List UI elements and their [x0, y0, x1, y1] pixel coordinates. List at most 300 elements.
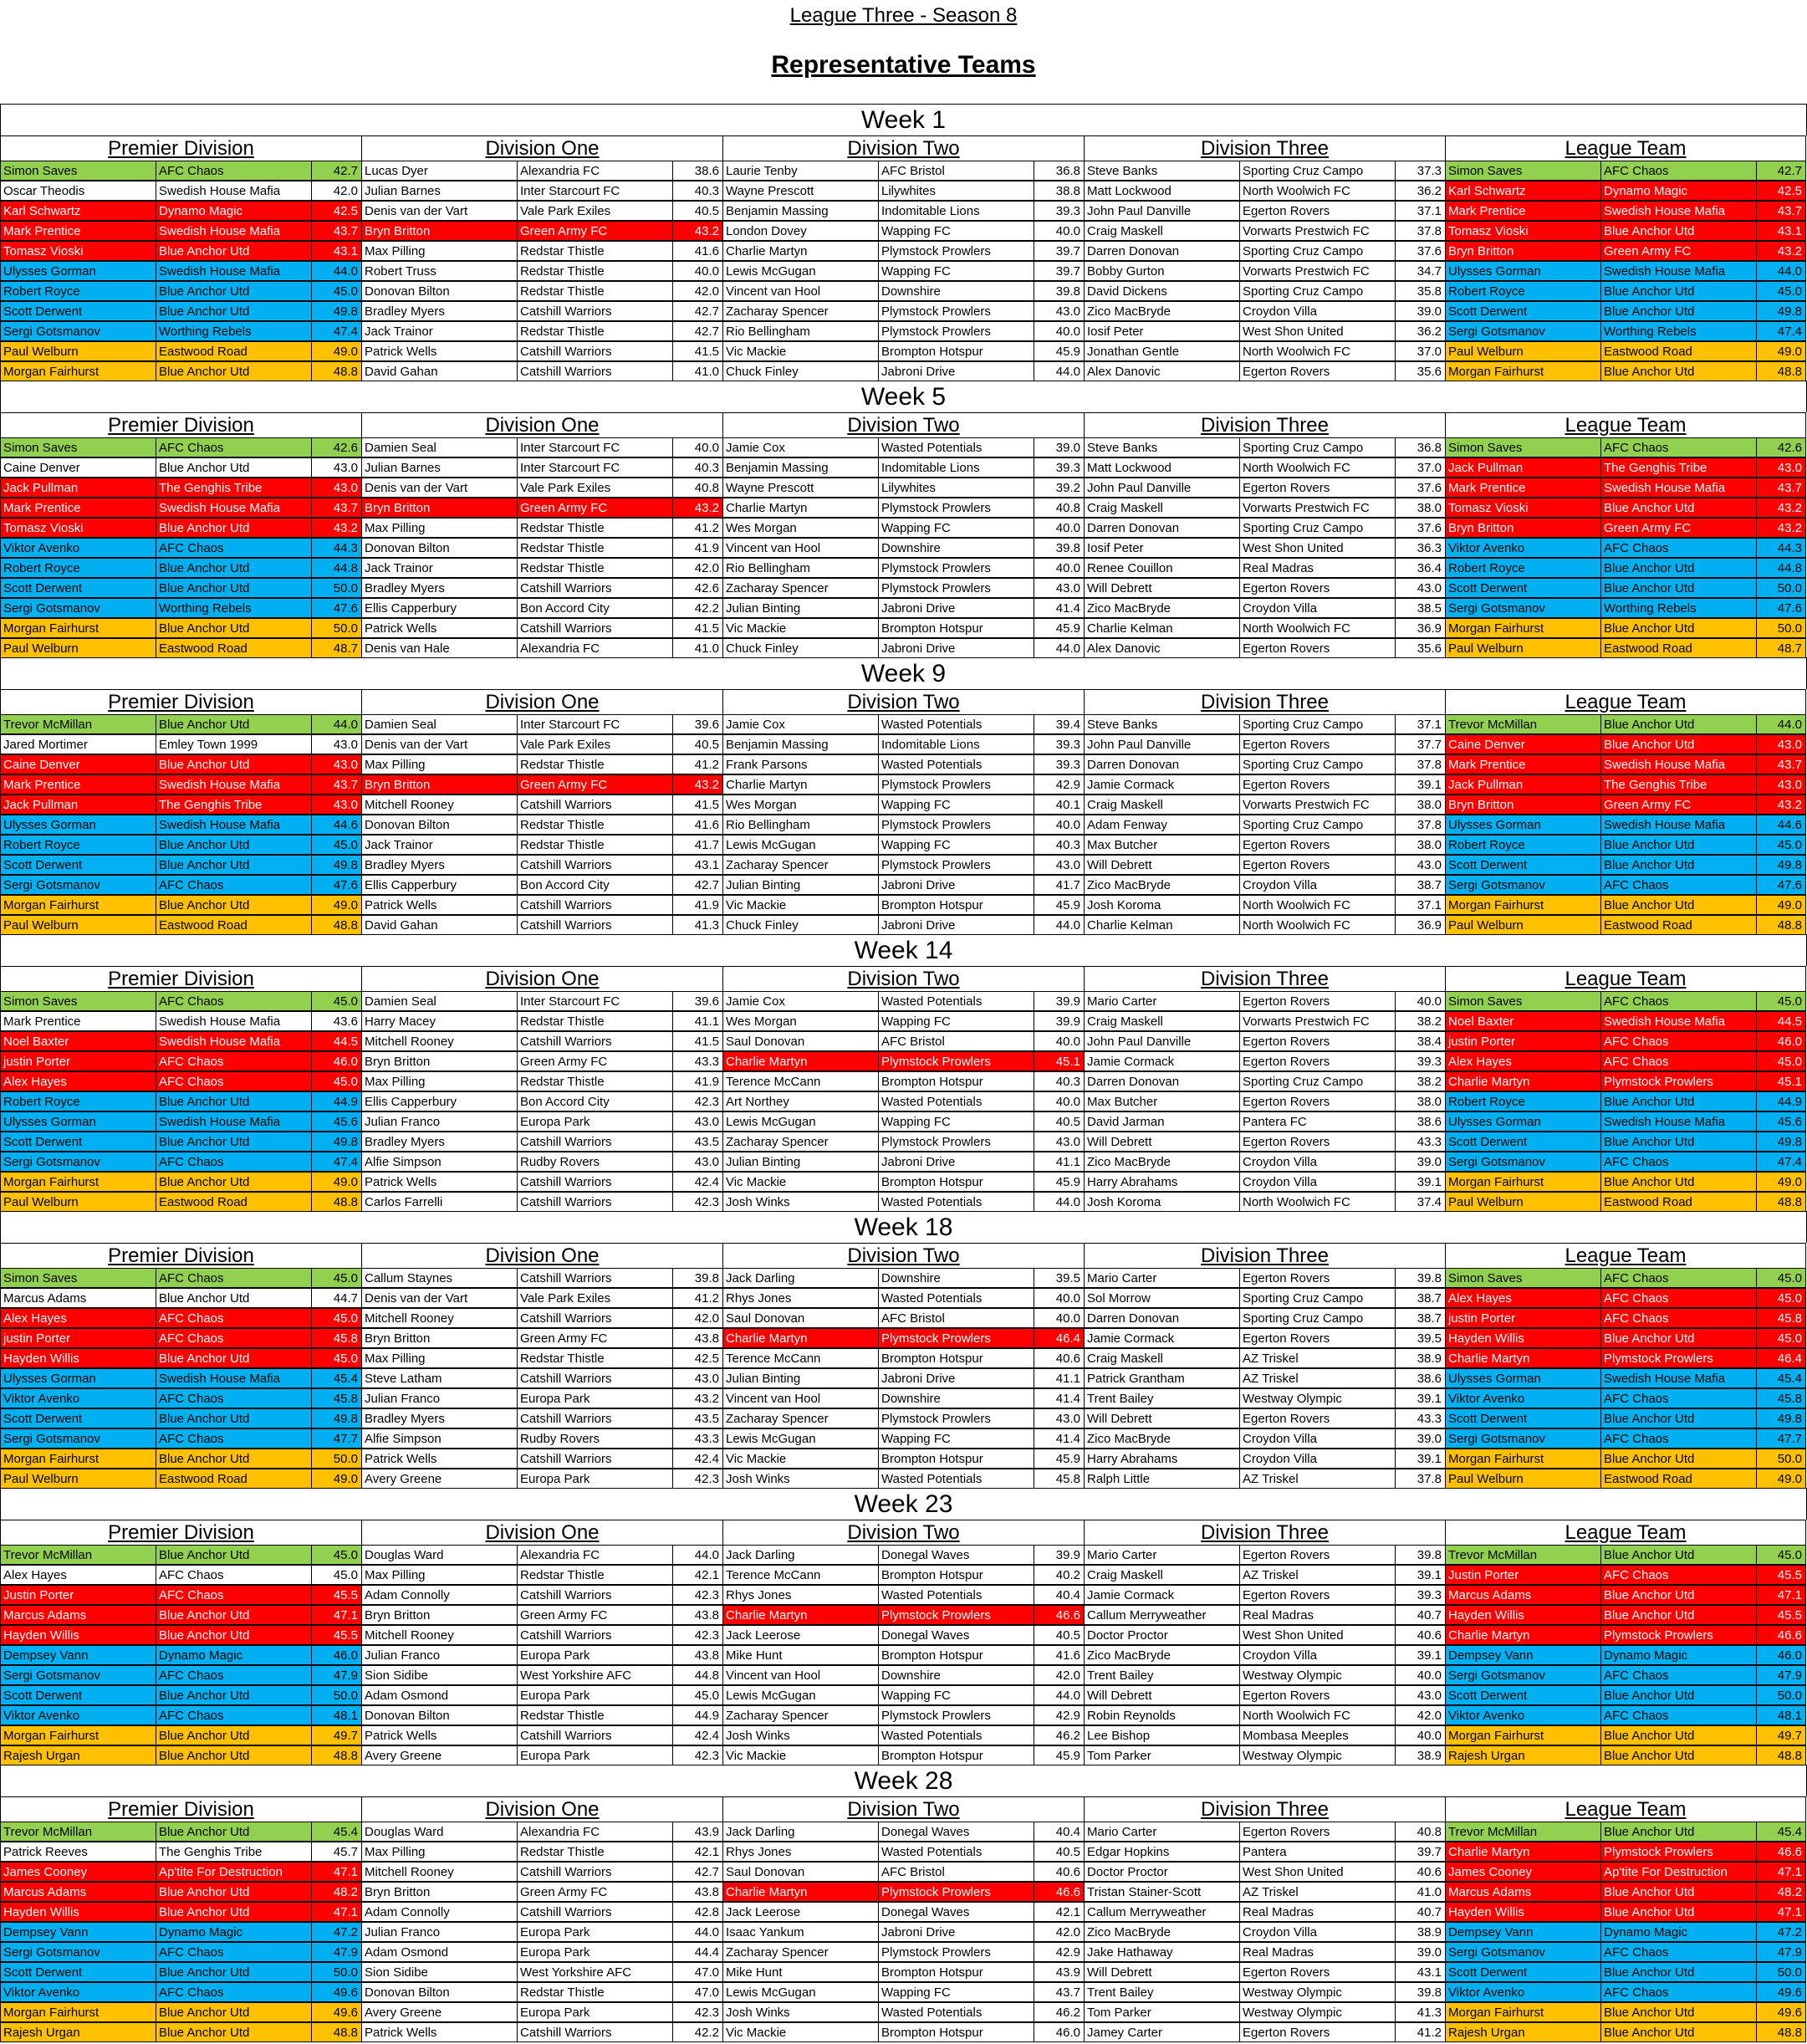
player-name: Mike Hunt — [722, 1645, 878, 1665]
player-entry — [0, 301, 361, 321]
player-entry — [722, 1902, 1084, 1922]
team-name: AFC Chaos — [1600, 1308, 1756, 1328]
team-name: Donegal Waves — [878, 1545, 1034, 1565]
player-name: Zacharay Spencer — [722, 1408, 878, 1428]
player-entry — [0, 835, 361, 855]
team-name: West Shon United — [1239, 1625, 1395, 1645]
player-entry — [361, 795, 722, 815]
player-entry — [1445, 895, 1806, 915]
player-entry — [0, 201, 361, 221]
player-entry — [1084, 815, 1445, 835]
player-entry — [722, 181, 1084, 201]
team-name: Blue Anchor Utd — [156, 1902, 311, 1922]
player-entry — [361, 457, 722, 478]
player-rating: 43.1 — [672, 855, 722, 875]
team-name: Westway Olympic — [1239, 2002, 1395, 2022]
player-rating: 44.0 — [311, 261, 361, 281]
team-name: Swedish House Mafia — [1600, 1368, 1756, 1388]
player-name: Paul Welburn — [0, 638, 156, 658]
player-name: Will Debrett — [1084, 855, 1239, 875]
player-entry — [1445, 618, 1806, 638]
player-name: Viktor Avenko — [0, 538, 156, 558]
player-entry — [1445, 161, 1806, 181]
player-name: Julian Barnes — [361, 457, 517, 478]
player-entry — [1084, 638, 1445, 658]
division-header: Premier Division — [0, 135, 361, 161]
player-name: Jack Darling — [722, 1822, 878, 1842]
player-rating: 44.4 — [672, 1942, 722, 1962]
player-entry — [1445, 1328, 1806, 1348]
team-name: Green Army FC — [517, 1605, 672, 1625]
player-entry — [361, 1982, 722, 2002]
player-entry — [1084, 1172, 1445, 1192]
player-rating: 38.5 — [1395, 598, 1445, 618]
team-name: Egerton Rovers — [1239, 1091, 1395, 1111]
team-name: Swedish House Mafia — [156, 221, 311, 241]
player-rating: 43.2 — [672, 498, 722, 518]
table-row — [0, 1942, 1807, 1962]
player-rating: 49.6 — [311, 2002, 361, 2022]
player-rating: 44.0 — [1034, 1685, 1084, 1705]
player-entry — [1084, 1545, 1445, 1565]
player-name: Jack Trainor — [361, 321, 517, 341]
player-entry — [361, 498, 722, 518]
player-rating: 42.0 — [1034, 1922, 1084, 1942]
player-rating: 41.3 — [672, 915, 722, 935]
player-rating: 42.3 — [672, 1091, 722, 1111]
player-rating: 41.2 — [672, 1288, 722, 1308]
player-name: James Cooney — [0, 1862, 156, 1882]
team-name: Vorwarts Prestwich FC — [1239, 498, 1395, 518]
player-rating: 38.0 — [1395, 498, 1445, 518]
player-rating: 43.0 — [1395, 578, 1445, 598]
team-name: AFC Chaos — [1600, 1388, 1756, 1408]
player-name: Ellis Capperbury — [361, 875, 517, 895]
table-row — [0, 341, 1807, 361]
player-name: Zacharay Spencer — [722, 301, 878, 321]
player-entry — [0, 618, 361, 638]
division-header: League Team — [1445, 966, 1806, 991]
player-name: Craig Maskell — [1084, 1348, 1239, 1368]
player-rating: 45.0 — [1756, 991, 1806, 1011]
player-entry — [0, 1192, 361, 1212]
player-rating: 40.0 — [672, 261, 722, 281]
player-rating: 37.4 — [1395, 1192, 1445, 1212]
player-rating: 38.6 — [672, 161, 722, 181]
player-name: Craig Maskell — [1084, 221, 1239, 241]
player-entry — [0, 1545, 361, 1565]
player-entry — [1084, 281, 1445, 301]
player-entry — [1445, 578, 1806, 598]
player-entry — [722, 1605, 1084, 1625]
player-name: Dempsey Vann — [0, 1645, 156, 1665]
player-name: Morgan Fairhurst — [1445, 618, 1600, 638]
player-entry — [0, 518, 361, 538]
player-entry — [722, 875, 1084, 895]
player-rating: 42.7 — [672, 1862, 722, 1882]
page-subtitle: Representative Teams — [771, 51, 1036, 79]
player-entry — [361, 754, 722, 774]
player-name: John Paul Danville — [1084, 734, 1239, 754]
team-name: Blue Anchor Utd — [156, 1545, 311, 1565]
player-entry — [1084, 518, 1445, 538]
player-rating: 47.6 — [311, 598, 361, 618]
player-name: Caine Denver — [0, 754, 156, 774]
player-entry — [0, 161, 361, 181]
player-entry — [1084, 1132, 1445, 1152]
table-row — [0, 754, 1807, 774]
team-name: Catshill Warriors — [517, 578, 672, 598]
player-rating: 43.3 — [672, 1051, 722, 1071]
player-name: Bryn Britton — [361, 1605, 517, 1625]
player-entry — [361, 161, 722, 181]
team-name: Wapping FC — [878, 261, 1034, 281]
team-name: Blue Anchor Utd — [1600, 895, 1756, 915]
player-name: Jonathan Gentle — [1084, 341, 1239, 361]
player-rating: 40.7 — [1395, 1902, 1445, 1922]
player-rating: 45.0 — [1756, 1288, 1806, 1308]
division-header: Division Three — [1084, 135, 1445, 161]
player-name: Viktor Avenko — [1445, 538, 1600, 558]
table-row — [0, 1071, 1807, 1091]
team-name: AFC Chaos — [156, 1268, 311, 1288]
team-name: Emley Town 1999 — [156, 734, 311, 754]
player-entry — [361, 1152, 722, 1172]
team-name: North Woolwich FC — [1239, 1705, 1395, 1725]
team-name: Croydon Villa — [1239, 1152, 1395, 1172]
player-rating: 48.8 — [1756, 1745, 1806, 1766]
team-name: Sporting Cruz Campo — [1239, 1071, 1395, 1091]
table-row — [0, 221, 1807, 241]
player-entry — [0, 774, 361, 795]
table-row — [0, 281, 1807, 301]
player-entry — [722, 1982, 1084, 2002]
player-entry — [1445, 241, 1806, 261]
player-entry — [1084, 1308, 1445, 1328]
team-name: Westway Olympic — [1239, 1388, 1395, 1408]
player-rating: 40.3 — [1034, 1071, 1084, 1091]
player-name: Viktor Avenko — [0, 1388, 156, 1408]
player-entry — [722, 2002, 1084, 2022]
player-name: Denis van der Vart — [361, 1288, 517, 1308]
player-name: Max Pilling — [361, 1842, 517, 1862]
team-name: Blue Anchor Utd — [1600, 281, 1756, 301]
player-name: Avery Greene — [361, 1469, 517, 1489]
player-entry — [722, 1031, 1084, 1051]
player-rating: 48.7 — [311, 638, 361, 658]
team-name: Blue Anchor Utd — [1600, 714, 1756, 734]
player-name: Callum Staynes — [361, 1268, 517, 1288]
player-entry — [1445, 1942, 1806, 1962]
team-name: Catshill Warriors — [517, 1368, 672, 1388]
table-row — [0, 261, 1807, 281]
player-rating: 44.9 — [1756, 1091, 1806, 1111]
team-name: Real Madras — [1239, 1902, 1395, 1922]
team-name: Blue Anchor Utd — [156, 1091, 311, 1111]
table-row — [0, 1268, 1807, 1288]
player-rating: 38.0 — [1395, 795, 1445, 815]
team-name: Indomitable Lions — [878, 734, 1034, 754]
player-name: Paul Welburn — [1445, 915, 1600, 935]
player-entry — [0, 181, 361, 201]
player-entry — [1445, 221, 1806, 241]
team-name: Alexandria FC — [517, 1545, 672, 1565]
player-name: Steve Banks — [1084, 437, 1239, 457]
player-entry — [722, 1745, 1084, 1766]
player-name: Hayden Willis — [1445, 1328, 1600, 1348]
player-entry — [1084, 1882, 1445, 1902]
player-name: Tomasz Vioski — [0, 241, 156, 261]
team-name: Croydon Villa — [1239, 875, 1395, 895]
player-rating: 49.0 — [1756, 895, 1806, 915]
player-name: Tomasz Vioski — [1445, 498, 1600, 518]
player-name: Bobby Gurton — [1084, 261, 1239, 281]
player-rating: 43.3 — [1395, 1408, 1445, 1428]
player-name: Morgan Fairhurst — [0, 1449, 156, 1469]
table-row — [0, 1822, 1807, 1842]
team-name: Downshire — [878, 1388, 1034, 1408]
player-name: Mark Prentice — [0, 1011, 156, 1031]
division-header: League Team — [1445, 1520, 1806, 1545]
player-rating: 49.7 — [311, 1725, 361, 1745]
player-name: Bradley Myers — [361, 855, 517, 875]
player-rating: 40.0 — [1034, 221, 1084, 241]
table-row — [0, 1545, 1807, 1565]
team-name: Blue Anchor Utd — [1600, 855, 1756, 875]
team-name: Catshill Warriors — [517, 915, 672, 935]
player-entry — [0, 1822, 361, 1842]
player-entry — [0, 638, 361, 658]
team-name: Real Madras — [1239, 1942, 1395, 1962]
player-entry — [722, 1308, 1084, 1328]
player-entry — [0, 1268, 361, 1288]
player-entry — [722, 1408, 1084, 1428]
team-name: Wapping FC — [878, 1982, 1034, 2002]
division-header: Division Three — [1084, 966, 1445, 991]
player-entry — [1445, 774, 1806, 795]
player-entry — [722, 361, 1084, 381]
team-name: Plymstock Prowlers — [1600, 1348, 1756, 1368]
player-name: Charlie Martyn — [1445, 1071, 1600, 1091]
team-name: Brompton Hotspur — [878, 1071, 1034, 1091]
division-header-row — [0, 412, 1807, 437]
player-name: Doctor Proctor — [1084, 1625, 1239, 1645]
player-name: Paul Welburn — [1445, 1192, 1600, 1212]
player-name: Steve Latham — [361, 1368, 517, 1388]
player-entry — [1445, 1962, 1806, 1982]
team-name: Blue Anchor Utd — [1600, 221, 1756, 241]
player-name: Sergi Gotsmanov — [0, 875, 156, 895]
player-name: Max Pilling — [361, 518, 517, 538]
player-entry — [361, 1011, 722, 1031]
table-row — [0, 638, 1807, 658]
player-rating: 45.5 — [1756, 1565, 1806, 1585]
player-rating: 43.7 — [311, 774, 361, 795]
player-rating: 40.5 — [1034, 1842, 1084, 1862]
team-name: Egerton Rovers — [1239, 1585, 1395, 1605]
table-row — [0, 855, 1807, 875]
player-name: Craig Maskell — [1084, 1011, 1239, 1031]
player-name: Mark Prentice — [0, 221, 156, 241]
player-rating: 48.8 — [1756, 1192, 1806, 1212]
team-name: AFC Chaos — [1600, 1031, 1756, 1051]
team-name: Wasted Potentials — [878, 1192, 1034, 1212]
division-header: Division One — [361, 1520, 722, 1545]
player-entry — [0, 855, 361, 875]
player-name: Vincent van Hool — [722, 1388, 878, 1408]
team-name: Eastwood Road — [1600, 1192, 1756, 1212]
player-entry — [361, 835, 722, 855]
team-name: Ap'tite For Destruction — [1600, 1862, 1756, 1882]
player-rating: 42.2 — [672, 598, 722, 618]
team-name: AFC Chaos — [156, 437, 311, 457]
player-name: Alex Hayes — [0, 1565, 156, 1585]
player-name: Julian Franco — [361, 1111, 517, 1132]
team-name: Green Army FC — [1600, 241, 1756, 261]
player-rating: 39.4 — [1034, 714, 1084, 734]
player-rating: 49.6 — [1756, 1982, 1806, 2002]
division-header-row — [0, 689, 1807, 714]
player-name: Dempsey Vann — [1445, 1922, 1600, 1942]
player-name: Rajesh Urgan — [0, 1745, 156, 1766]
player-rating: 43.2 — [1756, 241, 1806, 261]
player-entry — [722, 1469, 1084, 1489]
player-rating: 45.4 — [1756, 1368, 1806, 1388]
player-entry — [722, 1922, 1084, 1942]
player-name: Hayden Willis — [0, 1625, 156, 1645]
team-name: Sporting Cruz Campo — [1239, 437, 1395, 457]
player-name: Marcus Adams — [0, 1605, 156, 1625]
player-rating: 43.0 — [1034, 1408, 1084, 1428]
player-rating: 43.8 — [672, 1328, 722, 1348]
player-entry — [361, 1645, 722, 1665]
player-name: Patrick Wells — [361, 1725, 517, 1745]
team-name: Swedish House Mafia — [156, 1031, 311, 1051]
team-name: Egerton Rovers — [1239, 578, 1395, 598]
player-name: Rhys Jones — [722, 1288, 878, 1308]
table-row — [0, 361, 1807, 381]
player-rating: 49.6 — [311, 1982, 361, 2002]
player-rating: 45.0 — [311, 835, 361, 855]
player-entry — [1084, 478, 1445, 498]
player-name: Karl Schwartz — [0, 201, 156, 221]
team-name: Blue Anchor Utd — [156, 618, 311, 638]
player-rating: 39.1 — [1395, 774, 1445, 795]
team-name: Inter Starcourt FC — [517, 181, 672, 201]
player-name: Sergi Gotsmanov — [0, 321, 156, 341]
player-rating: 40.2 — [1034, 1565, 1084, 1585]
player-name: Simon Saves — [0, 1268, 156, 1288]
team-name: The Genghis Tribe — [156, 1842, 311, 1862]
player-rating: 45.9 — [1034, 618, 1084, 638]
week-title: Week 1 — [0, 104, 1807, 135]
week-block — [0, 381, 1807, 657]
player-entry — [1445, 1685, 1806, 1705]
player-rating: 42.7 — [1756, 161, 1806, 181]
player-rating: 39.0 — [1034, 437, 1084, 457]
player-entry — [1084, 618, 1445, 638]
team-name: AFC Chaos — [1600, 1288, 1756, 1308]
player-name: Scott Derwent — [1445, 855, 1600, 875]
player-entry — [0, 1902, 361, 1922]
player-name: Patrick Wells — [361, 1449, 517, 1469]
player-entry — [0, 714, 361, 734]
player-rating: 36.4 — [1395, 558, 1445, 578]
player-entry — [1445, 1842, 1806, 1862]
team-name: Croydon Villa — [1239, 598, 1395, 618]
player-entry — [1445, 1565, 1806, 1585]
player-entry — [0, 1132, 361, 1152]
team-name: Wasted Potentials — [878, 1288, 1034, 1308]
player-entry — [361, 361, 722, 381]
player-name: Patrick Wells — [361, 895, 517, 915]
player-entry — [1445, 1645, 1806, 1665]
player-rating: 42.3 — [672, 1625, 722, 1645]
player-rating: 48.2 — [311, 1882, 361, 1902]
player-name: Adam Osmond — [361, 1685, 517, 1705]
team-name: AFC Chaos — [1600, 1152, 1756, 1172]
player-entry — [361, 1862, 722, 1882]
team-name: Europa Park — [517, 1111, 672, 1132]
team-name: Egerton Rovers — [1239, 1685, 1395, 1705]
player-entry — [1445, 437, 1806, 457]
player-name: Donovan Bilton — [361, 815, 517, 835]
player-name: Scott Derwent — [0, 301, 156, 321]
player-name: Chuck Finley — [722, 638, 878, 658]
team-name: Catshill Warriors — [517, 1172, 672, 1192]
player-rating: 45.8 — [311, 1388, 361, 1408]
player-name: Zacharay Spencer — [722, 578, 878, 598]
team-name: Wasted Potentials — [878, 714, 1034, 734]
division-header: Division Two — [722, 1243, 1084, 1268]
player-name: Sergi Gotsmanov — [0, 1942, 156, 1962]
division-header: Premier Division — [0, 1243, 361, 1268]
team-name: Blue Anchor Utd — [156, 1745, 311, 1766]
player-rating: 43.9 — [1034, 1962, 1084, 1982]
player-name: Paul Welburn — [1445, 638, 1600, 658]
player-rating: 44.0 — [672, 1922, 722, 1942]
team-name: Swedish House Mafia — [156, 815, 311, 835]
team-name: Catshill Warriors — [517, 1031, 672, 1051]
player-entry — [722, 1882, 1084, 1902]
team-name: Eastwood Road — [1600, 1469, 1756, 1489]
player-name: Ralph Little — [1084, 1469, 1239, 1489]
team-name: Plymstock Prowlers — [1600, 1842, 1756, 1862]
player-rating: 45.1 — [1034, 1051, 1084, 1071]
week-title: Week 23 — [0, 1488, 1807, 1520]
player-entry — [1445, 714, 1806, 734]
player-rating: 45.0 — [672, 1685, 722, 1705]
team-name: Wasted Potentials — [878, 1725, 1034, 1745]
player-entry — [722, 734, 1084, 754]
player-entry — [1084, 991, 1445, 1011]
team-name: Ap'tite For Destruction — [156, 1862, 311, 1882]
table-row — [0, 1152, 1807, 1172]
team-name: The Genghis Tribe — [1600, 774, 1756, 795]
player-name: John Paul Danville — [1084, 1031, 1239, 1051]
player-name: Wayne Prescott — [722, 181, 878, 201]
player-entry — [1084, 1288, 1445, 1308]
player-entry — [1445, 538, 1806, 558]
player-name: Morgan Fairhurst — [0, 1725, 156, 1745]
team-name: North Woolwich FC — [1239, 1192, 1395, 1212]
player-entry — [722, 754, 1084, 774]
player-entry — [1084, 835, 1445, 855]
team-name: AFC Bristol — [878, 1308, 1034, 1328]
player-name: Scott Derwent — [0, 578, 156, 598]
team-name: Catshill Warriors — [517, 1132, 672, 1152]
team-name: Downshire — [878, 1665, 1034, 1685]
